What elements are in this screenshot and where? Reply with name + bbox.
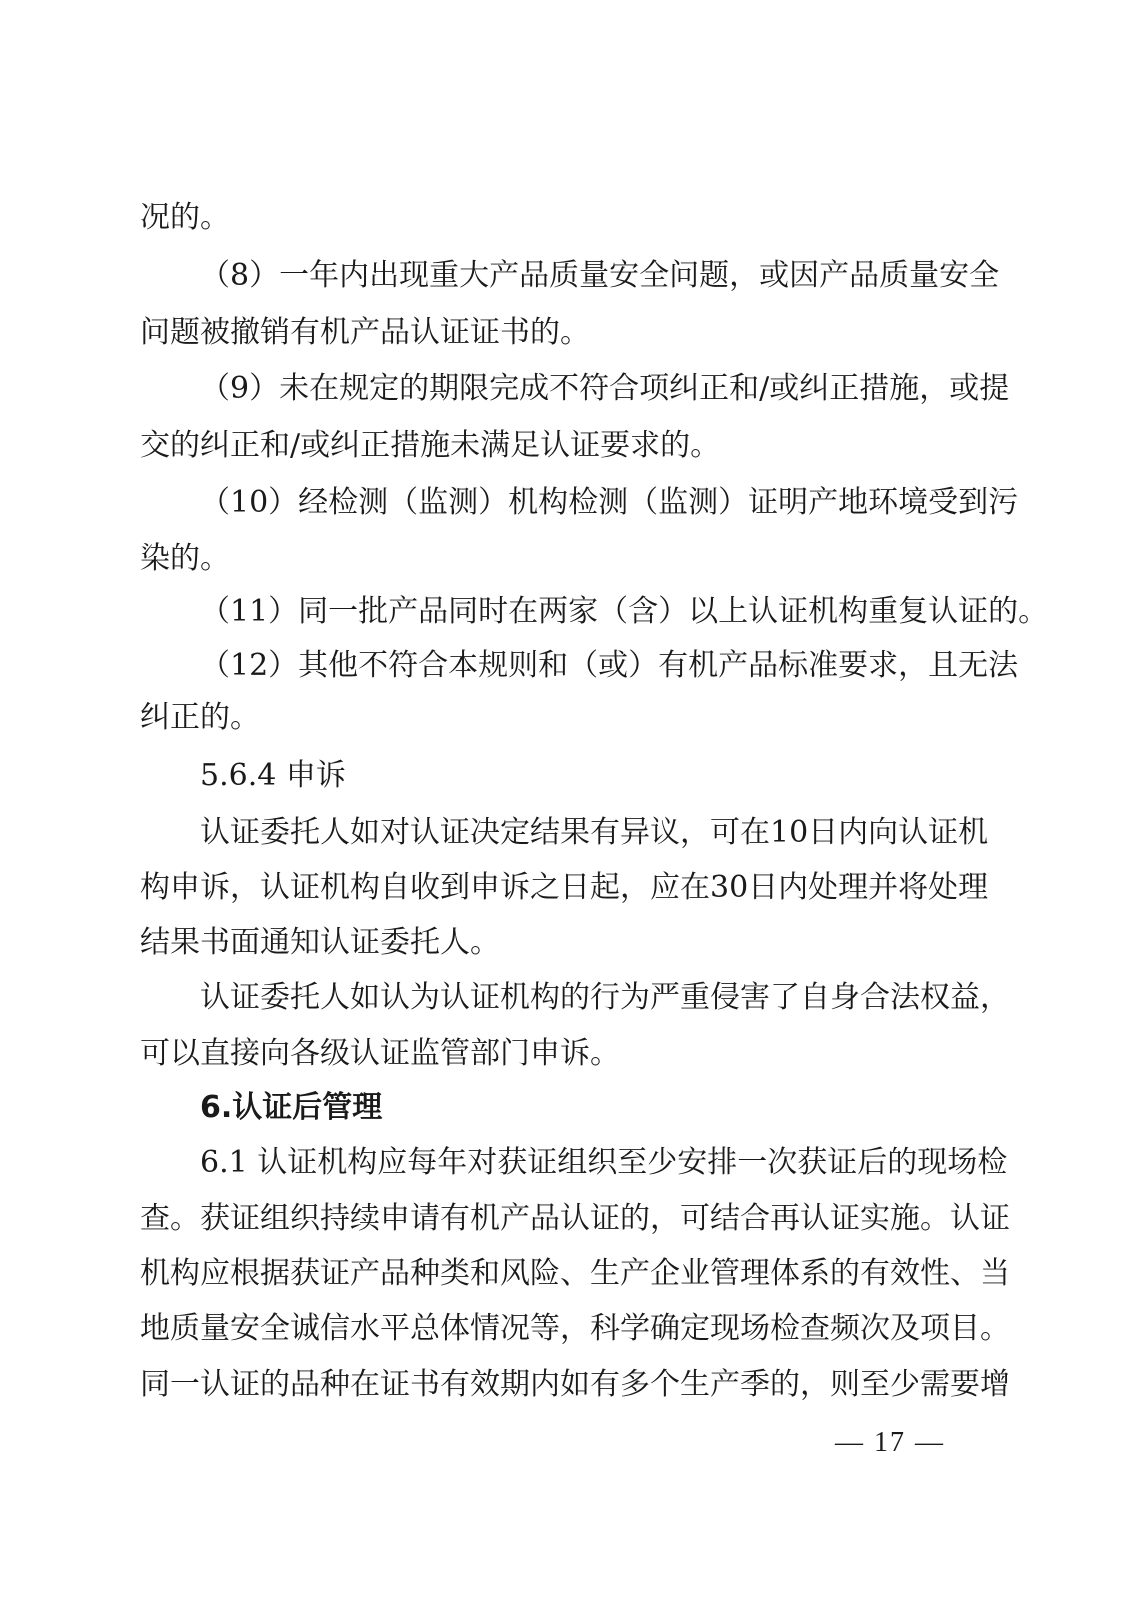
text-line: 地质量安全诚信水平总体情况等，科学确定现场检查频次及项目。 bbox=[140, 1311, 1010, 1346]
text-line: 问题被撤销有机产品认证证书的。 bbox=[140, 315, 590, 350]
section-heading-6: 6.认证后管理 bbox=[200, 1090, 383, 1125]
text-line: 认证委托人如认为认证机构的行为严重侵害了自身合法权益， bbox=[200, 980, 1010, 1015]
text-line: 6.1 认证机构应每年对获证组织至少安排一次获证后的现场检 bbox=[200, 1145, 1008, 1180]
section-heading-5-6-4: 5.6.4 申诉 bbox=[200, 758, 346, 793]
text-line: 认证委托人如对认证决定结果有异议，可在10日内向认证机 bbox=[200, 815, 989, 850]
text-line: （10）经检测（监测）机构检测（监测）证明产地环境受到污 bbox=[200, 485, 1019, 520]
text-line: 交的纠正和/或纠正措施未满足认证要求的。 bbox=[140, 428, 721, 463]
text-line: 同一认证的品种在证书有效期内如有多个生产季的，则至少需要增 bbox=[140, 1367, 1010, 1402]
text-line: 构申诉，认证机构自收到申诉之日起，应在30日内处理并将处理 bbox=[140, 870, 989, 905]
text-line: 机构应根据获证产品种类和风险、生产企业管理体系的有效性、当 bbox=[140, 1256, 1010, 1291]
text-line: 况的。 bbox=[140, 200, 230, 235]
text-line: （11）同一批产品同时在两家（含）以上认证机构重复认证的。 bbox=[200, 594, 1049, 629]
text-line: （12）其他不符合本规则和（或）有机产品标准要求，且无法 bbox=[200, 648, 1019, 683]
text-line: 可以直接向各级认证监管部门申诉。 bbox=[140, 1036, 620, 1071]
text-line: 查。获证组织持续申请有机产品认证的，可结合再认证实施。认证 bbox=[140, 1201, 1010, 1236]
text-line: 纠正的。 bbox=[140, 700, 260, 735]
text-line: 染的。 bbox=[140, 541, 230, 576]
page-number: — 17 — bbox=[835, 1427, 945, 1458]
text-line: （8）一年内出现重大产品质量安全问题，或因产品质量安全 bbox=[200, 258, 1000, 293]
text-line: （9）未在规定的期限完成不符合项纠正和/或纠正措施，或提 bbox=[200, 371, 1010, 406]
text-line: 结果书面通知认证委托人。 bbox=[140, 925, 500, 960]
